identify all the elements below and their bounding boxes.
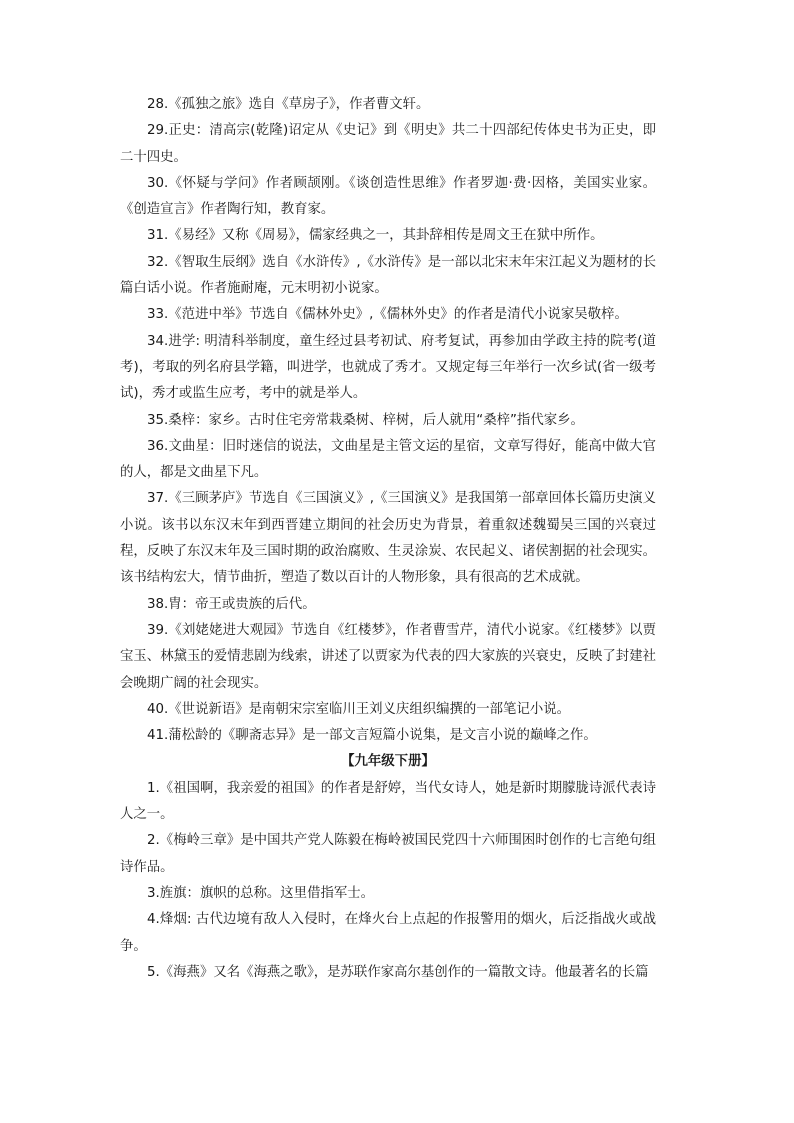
paragraph-b5: 5.《海燕》又名《海燕之歌》，是苏联作家高尔基创作的一篇散文诗。他最著名的长篇 <box>147 964 649 980</box>
paragraph-b1: 1.《祖国啊，我亲爱的祖国》的作者是舒婷，当代女诗人，她是新时期朦胧诗派代表诗人之一。 <box>120 780 656 823</box>
document-page <box>120 92 656 986</box>
paragraph-b2: 2.《梅岭三章》是中国共产党人陈毅在梅岭被国民党四十六师围困时创作的七言绝句组诗作品。 <box>120 833 656 875</box>
paragraph-b4: 4.烽烟: 古代边境有敌人入侵时，在烽火台上点起的作报警用的烟火，后泛指战火或战争。 <box>120 912 656 954</box>
paragraph-40: 40.《世说新语》是南朝宋宗室临川王刘义庆组织编撰的一部笔记小说。 <box>147 701 571 717</box>
paragraph-37: 37.《三顾茅庐》节选自《三国演义》,《三国演义》是我国第一部章回体长篇历史演义小说。该书以东汉末年到西晋建立期间的社会历史为背景，着重叙述魏蜀吴三国的兴衰过程，反映了东汉末年及三国时期的政治腐败、生灵涂炭、农民起义、诸侯割据的社会现实。该书结构宏大，情节曲折，塑造了数以百计的人物形象，具有很高的艺术成就。 <box>120 491 656 586</box>
paragraph-31: 31.《易经》又称《周易》，儒家经典之一，其卦辞相传是周文王在狱中所作。 <box>147 228 604 244</box>
paragraph-28: 28.《孤独之旅》选自《草房子》，作者曹文轩。 <box>147 97 430 112</box>
paragraph-36: 36.文曲星：旧时迷信的说法，文曲星是主管文运的星宿，文章写得好，能高中做大官的人，都是文曲星下凡。 <box>120 438 656 481</box>
paragraph-29: 29.正史：清高宗(乾隆)诏定从《史记》到《明史》共二十四部纪传体史书为正史，即二十四史。 <box>120 123 656 165</box>
paragraph-39: 39.《刘姥姥进大观园》节选自《红楼梦》，作者曹雪芹，清代小说家。《红楼梦》以贾宝玉、林黛玉的爱情悲剧为线索，讲述了以贾家为代表的四大家族的兴衰史，反映了封建社会晚期广阔的社会现实。 <box>120 622 656 691</box>
paragraph-35: 35.桑梓：家乡。古时住宅旁常栽桑树、梓树，后人就用“桑梓”指代家乡。 <box>147 412 584 428</box>
paragraph-41: 41.蒲松龄的《聊斋志异》是一部文言短篇小说集，是文言小说的巅峰之作。 <box>147 728 597 744</box>
paragraph-33: 33.《范进中举》节选自《儒林外史》,《儒林外史》的作者是清代小说家吴敬梓。 <box>147 307 628 323</box>
paragraph-34: 34.进学: 明清科举制度，童生经过县考初试、府考复试，再参加由学政主持的院考(道考)，考取的列名府县学籍，叫进学，也就成了秀才。又规定每三年举行一次乡试(省一级考试)，秀才或监生应考，考中的就是举人。 <box>120 333 656 402</box>
paragraph-38: 38.胄：帝王或贵族的后代。 <box>147 596 316 612</box>
section-heading: 【九年级下册】 <box>341 754 435 770</box>
paragraph-30: 30.《怀疑与学问》作者顾颉刚。《谈创造性思维》作者罗迦·费·因格，美国实业家。《创造宣言》作者陶行知，教育家。 <box>120 175 656 218</box>
paragraph-32: 32.《智取生辰纲》选自《水浒传》,《水浒传》是一部以北宋末年宋江起义为题材的长篇白话小说。作者施耐庵，元末明初小说家。 <box>120 254 656 297</box>
paragraph-b3: 3.旌旗：旗帜的总称。这里借指军士。 <box>147 885 375 901</box>
